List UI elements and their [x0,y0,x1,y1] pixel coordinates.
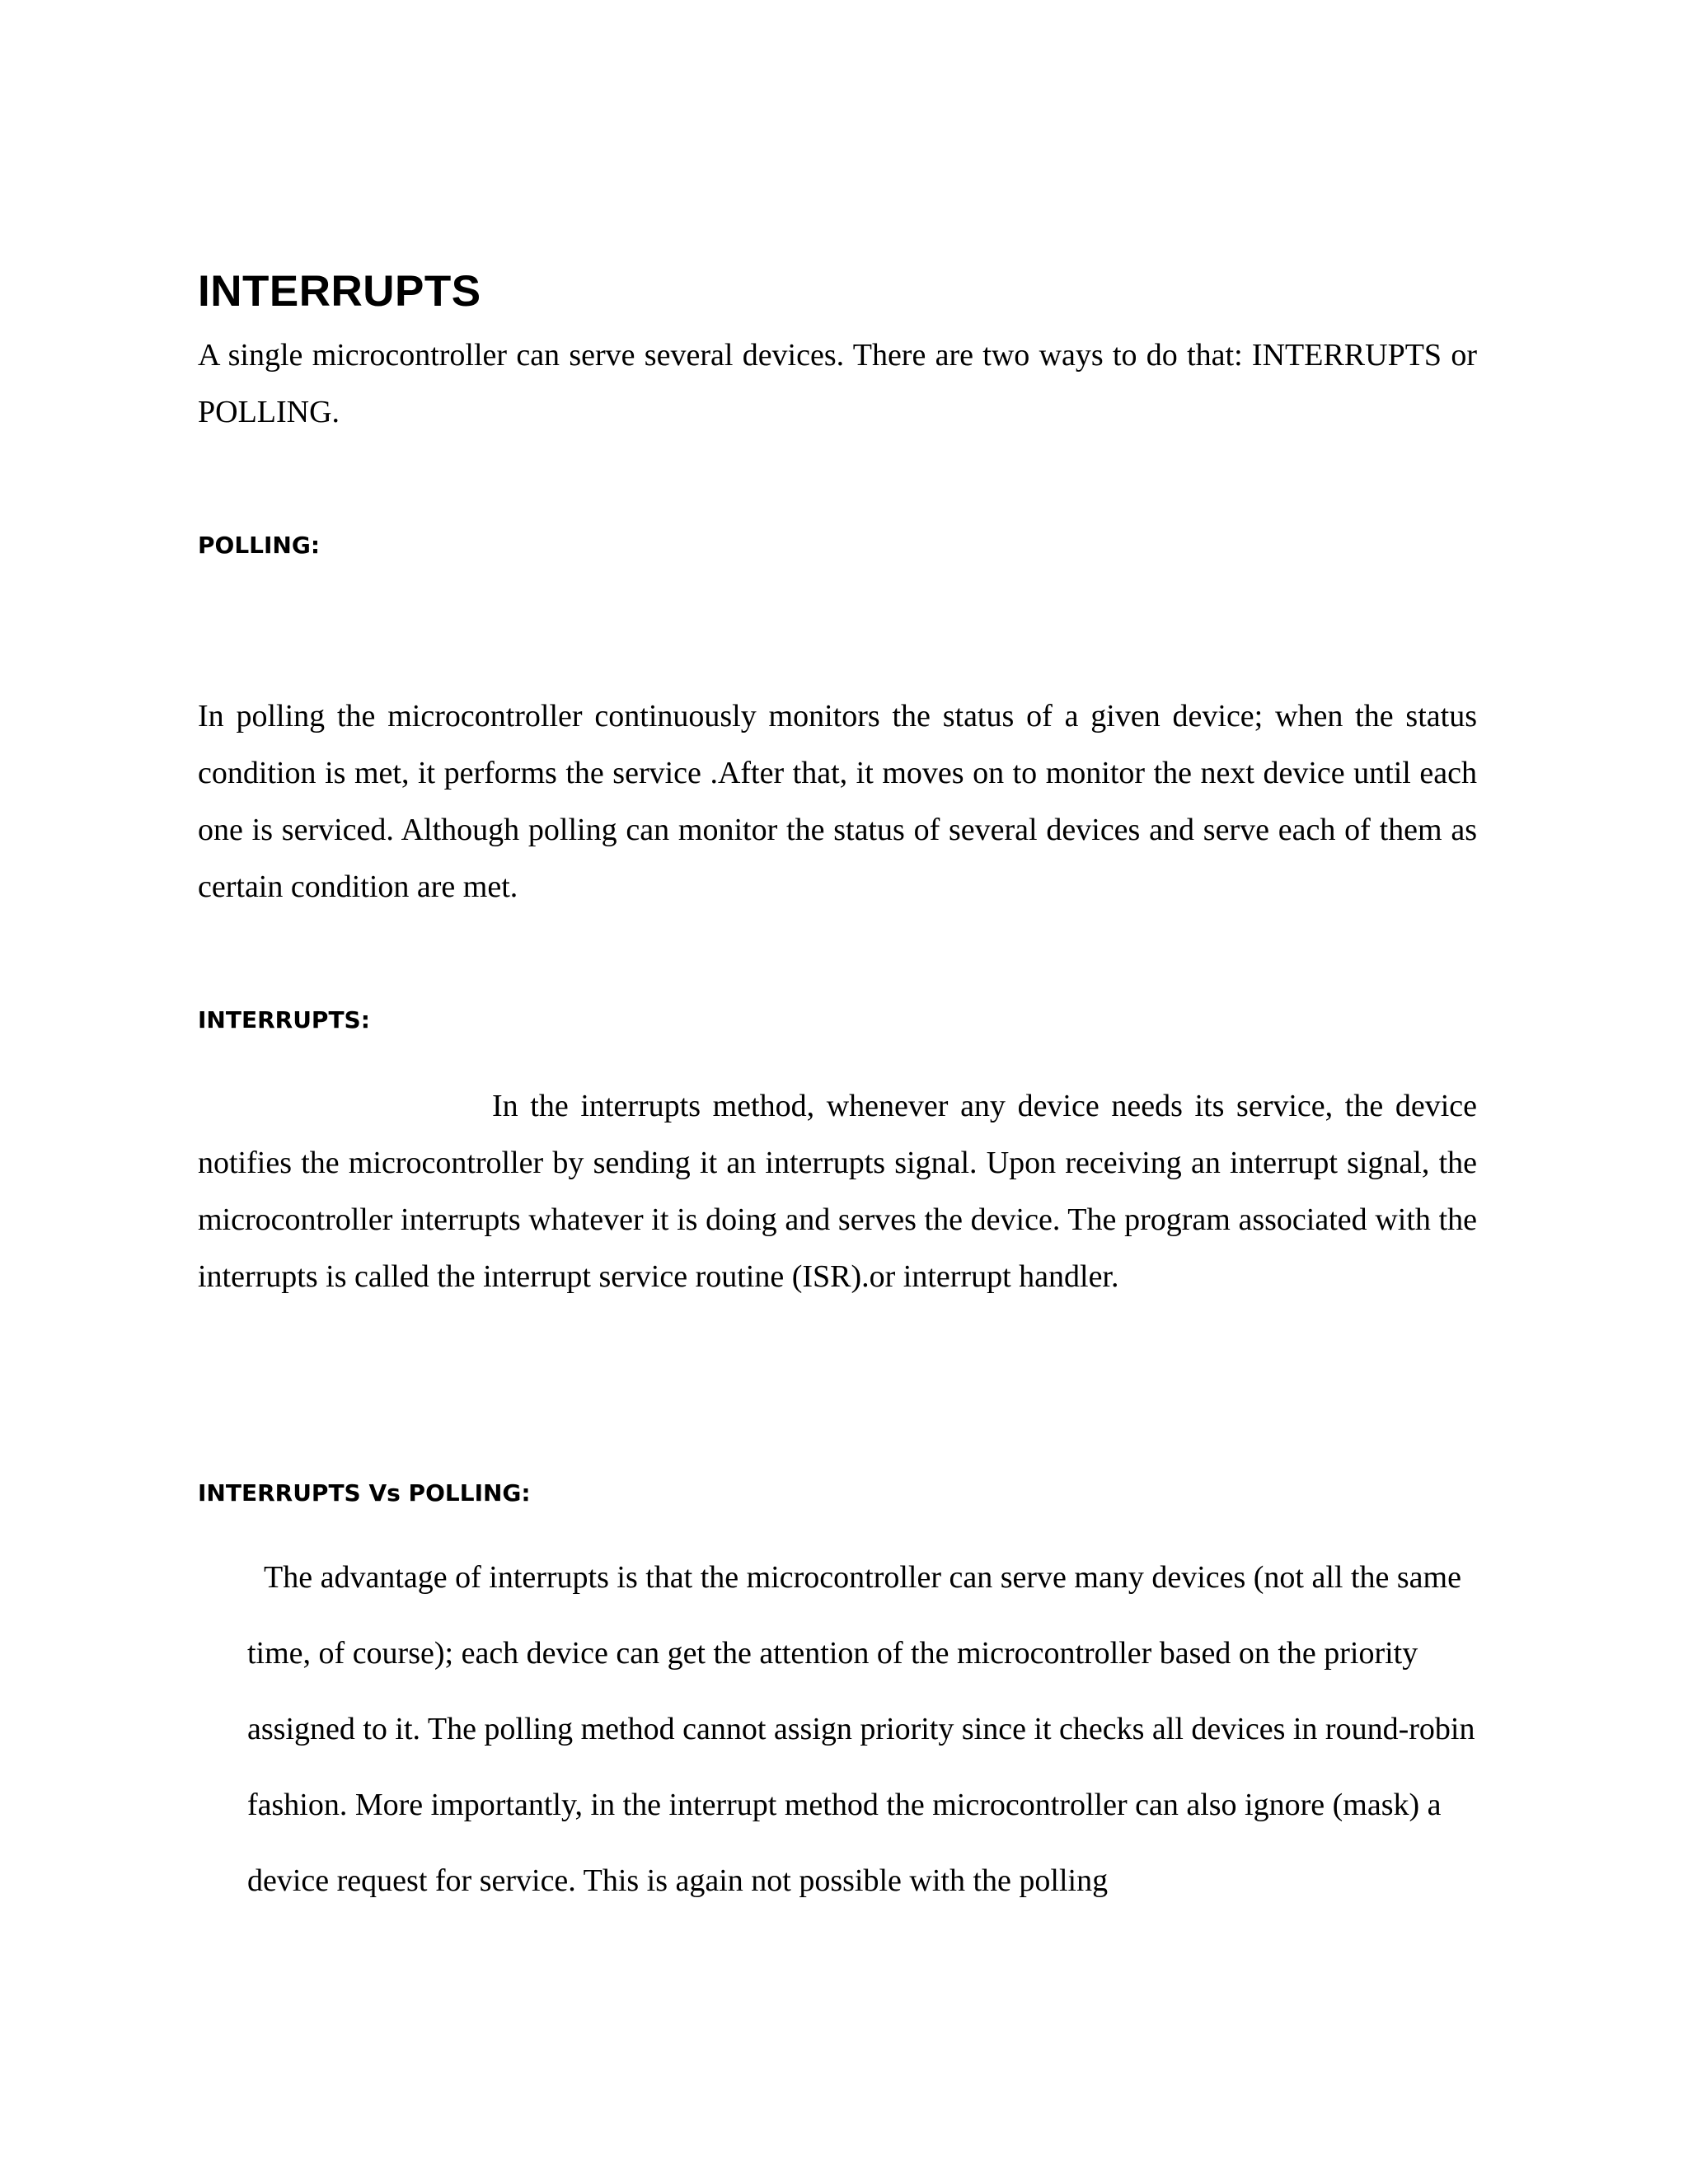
section-heading-interrupts-vs-polling: INTERRUPTS Vs POLLING: [198,1479,531,1507]
interrupts-vs-polling-paragraph: The advantage of interrupts is that the microcontroller can serve many devices (not all the same time, of course); each device can get the attention of the microcontroller based on the priority assigned to it. The polling method cannot assign priority since it checks all devices in round-robin fashion. More importantly, in the interrupt method the microcontroller can also ignore (mask) a device request for service. This is again not possible with the polling [247,1560,1475,1898]
interrupts-paragraph: In the interrupts method, whenever any device needs its service, the device notifies the microcontroller by sending it an interrupts signal. Upon receiving an interrupt signal, the microcontroller interrupts whatever it is doing and serves the device. The program associated with the interrupts is called the interrupt service routine (ISR).or interrupt handler. [198,1089,1477,1294]
polling-paragraph: In polling the microcontroller continuously monitors the status of a given device; when the status condition is met, it performs the service .After that, it moves on to monitor the next device until each one is serviced. Although polling can monitor the status of several devices and serve each of them as certain condition are met. [198,699,1477,904]
page-title: INTERRUPTS [198,267,481,316]
section-heading-interrupts: INTERRUPTS: [198,1006,370,1033]
intro-paragraph: A single microcontroller can serve several devices. There are two ways to do that: INTERRUPTS or POLLING. [198,338,1477,429]
section-heading-polling: POLLING: [198,532,321,559]
